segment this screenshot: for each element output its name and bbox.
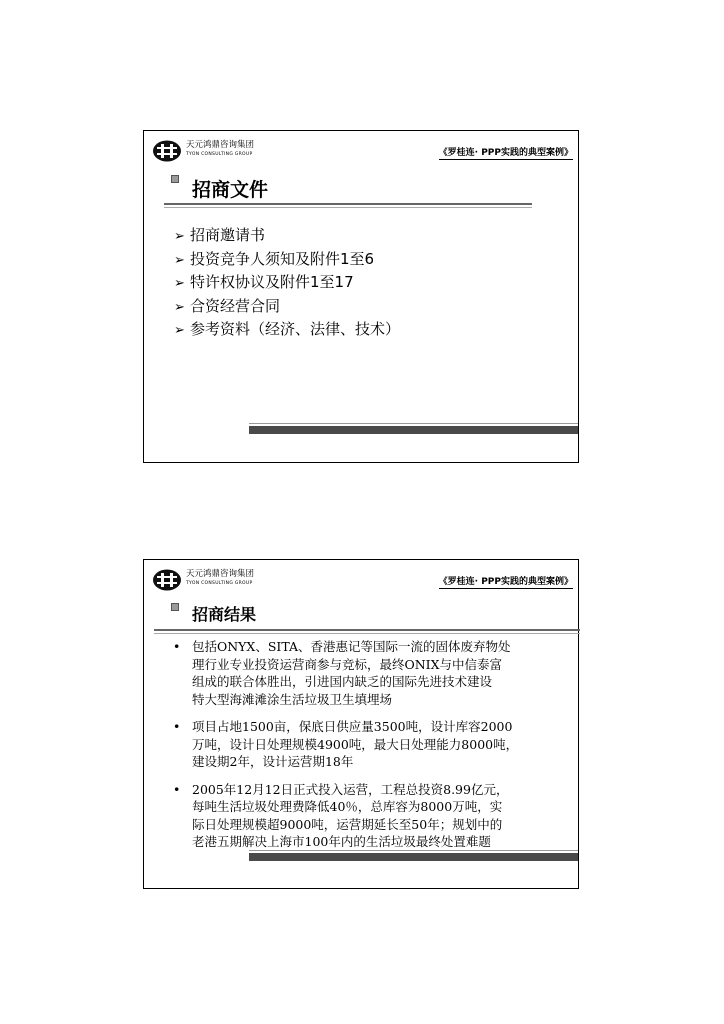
heading-divider — [164, 203, 532, 205]
paragraph-line: 理行业专业投资运营商参与竞标，最终ONIX与中信泰富 — [192, 656, 503, 672]
list-item — [174, 224, 400, 248]
arrow-right-icon: ➢ — [174, 252, 185, 268]
paragraph-line: 际日处理规模超9000吨，运营期延长至50年；规划中的 — [192, 816, 503, 832]
arrow-right-icon: ➢ — [174, 276, 185, 292]
bullet-dot-icon: • — [173, 639, 181, 654]
paragraph-line: 老港五期解决上海市100年内的生活垃圾最终处置难题 — [192, 834, 491, 849]
company-logo-icon — [152, 569, 182, 591]
heading-divider-thin — [164, 207, 532, 208]
paragraph-line: 项目占地1500亩，保底日供应量3500吨，设计库容2000 — [192, 719, 513, 734]
series-title: 《罗桂连· PPP实践的典型案例》 — [439, 574, 573, 589]
list-item-text: 特许权协议及附件1至17 — [190, 273, 354, 292]
footer-line — [249, 423, 578, 424]
list-item-text: 招商邀请书 — [190, 226, 266, 244]
heading-divider — [154, 629, 580, 631]
list-item — [168, 638, 576, 708]
company-name-en: TYON CONSULTING GROUP — [186, 581, 253, 586]
list-item — [174, 271, 400, 295]
list-item — [174, 318, 400, 342]
slide-heading: 招商结果 — [192, 605, 257, 624]
paragraph-line: 每吨生活垃圾处理费降低40％，总库容为8000万吨，实 — [192, 799, 503, 814]
footer-line — [249, 850, 578, 851]
arrow-right-icon: ➢ — [174, 299, 185, 315]
list-item-text: 投资竞争人须知及附件1至6 — [190, 249, 375, 268]
arrow-right-icon: ➢ — [174, 323, 185, 339]
company-name: 天元鸿鼎咨询集团 — [186, 140, 255, 150]
slide-heading: 招商文件 — [192, 179, 269, 201]
paragraph-line: 万吨，设计日处理规模4900吨，最大日处理能力8000吨， — [192, 736, 519, 752]
arrow-right-icon: ➢ — [174, 229, 185, 244]
square-bullet-icon — [171, 603, 179, 611]
list-item — [174, 248, 400, 272]
footer-bar — [249, 426, 578, 434]
slide-recruitment-results — [143, 559, 579, 889]
document-list — [174, 224, 400, 342]
slide-recruitment-documents — [143, 130, 579, 463]
bullet-dot-icon: • — [173, 719, 181, 734]
company-name-en: TYON CONSULTING GROUP — [186, 152, 253, 157]
footer-bar — [249, 853, 578, 861]
paragraph-line: 建设期2年，设计运营期18年 — [192, 754, 354, 769]
paragraph-line: 2005年12月12日正式投入运营，工程总投资8.99亿元， — [192, 781, 509, 797]
list-item — [168, 718, 576, 771]
bullet-dot-icon: • — [173, 781, 181, 797]
series-title: 《罗桂连· PPP实践的典型案例》 — [439, 145, 573, 160]
heading-divider-thin — [154, 633, 580, 634]
list-item — [168, 781, 576, 851]
paragraph-line: 特大型海滩滩涂生活垃圾卫生填埋场 — [192, 691, 393, 707]
square-bullet-icon — [171, 175, 179, 183]
paragraph-line: 包括ONYX、SITA、香港惠记等国际一流的固体废弃物处 — [192, 639, 511, 654]
company-logo-icon — [152, 140, 182, 162]
result-list — [168, 638, 576, 861]
list-item — [174, 295, 400, 319]
paragraph-line: 组成的联合体胜出，引进国内缺乏的国际先进技术建设 — [192, 674, 493, 689]
list-item-text: 合资经营合同 — [190, 296, 281, 315]
company-name: 天元鸿鼎咨询集团 — [186, 569, 255, 579]
list-item-text: 参考资料（经济、法律、技术） — [190, 320, 401, 339]
